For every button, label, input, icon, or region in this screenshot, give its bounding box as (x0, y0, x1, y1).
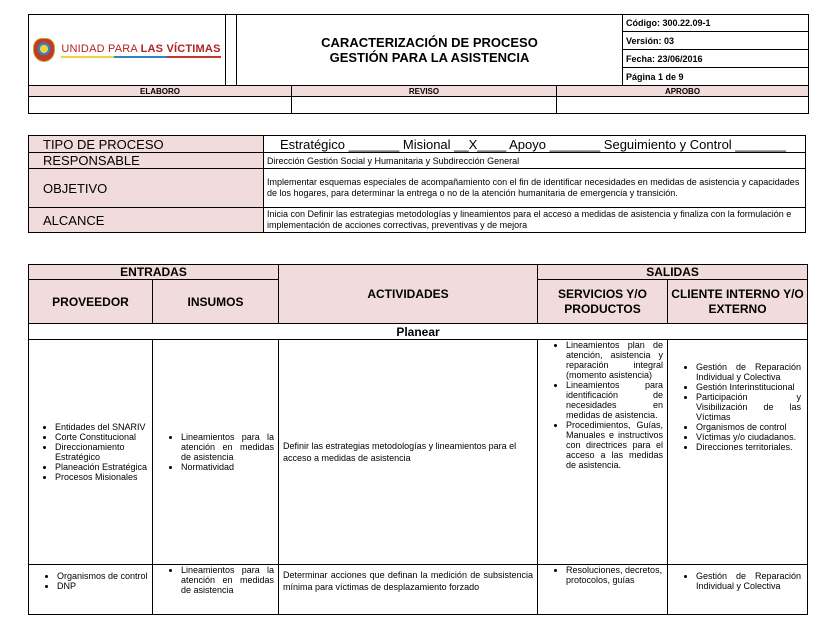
elaboro-value (29, 97, 292, 114)
alcance-label: ALCANCE (29, 208, 264, 233)
list-item: • Lineamientos para identificación de necesidades en medidas de asistencia. (566, 380, 663, 420)
list-item: • Lineamientos para la atención en medidas de asistencia (181, 432, 274, 462)
list-item: • Procedimientos, Guías, Manuales e instructivos con directrices para el acceso a las medidas de asistencia. (566, 420, 663, 470)
list-item: • Planeación Estratégica (55, 462, 148, 472)
phase-planear: Planear (29, 324, 808, 340)
responsable-label: RESPONSABLE (29, 153, 264, 169)
header-table (28, 14, 809, 86)
logo-underline (61, 56, 220, 58)
list-item: • Direcciones territoriales. (696, 442, 801, 452)
alcance-value: Inicia con Definir las estrategias metodologías y lineamientos para el acceso a medidas de asistencia y finaliza con la formulación e implementación de acciones correctivas, preventivas y de mejora (264, 208, 806, 233)
insumos-header: INSUMOS (153, 280, 279, 324)
list-item: • Participación y Visibilización de las Víctimas (696, 392, 801, 422)
logo-spacer (226, 15, 237, 86)
list-item: • Procesos Misionales (55, 472, 148, 482)
codigo: Código: 300.22.09-1 (623, 15, 809, 32)
pagina: Página 1 de 9 (623, 68, 809, 86)
list-item: • Gestión de Reparación Individual y Colectiva (696, 571, 801, 591)
insumos-cell (153, 565, 279, 615)
cliente-cell (668, 565, 808, 615)
process-info-table (28, 135, 806, 233)
responsable-value: Dirección Gestión Social y Humanitaria y Subdirección General (264, 153, 806, 169)
objetivo-value: Implementar esquemas especiales de acompañamiento con el fin de identificar necesidades en medidas de asistencia y capacidades de los hogares, para determinar la entrega o no de la atención humanitaria de emergencia y transición. (264, 169, 806, 208)
cliente-cell (668, 340, 808, 565)
logo-text: UNIDAD PARA LAS VÍCTIMAS (61, 42, 221, 55)
table-row (29, 340, 808, 565)
proveedor-cell (29, 565, 153, 615)
list-item: • Gestión de Reparación Individual y Colectiva (696, 362, 801, 382)
list-item: • Normatividad (181, 462, 274, 472)
proveedor-cell (29, 340, 153, 565)
servicios-cell (538, 565, 668, 615)
proveedor-header: PROVEEDOR (29, 280, 153, 324)
list-item: • Gestión Interinstitucional (696, 382, 801, 392)
list-item: • Lineamientos para la atención en medidas de asistencia (181, 565, 274, 595)
tipo-label: TIPO DE PROCESO (29, 136, 264, 153)
aprobo-value (557, 97, 809, 114)
elaboro-header: ELABORO (29, 86, 292, 97)
actividades-header: ACTIVIDADES (279, 265, 538, 324)
fecha: Fecha: 23/06/2016 (623, 50, 809, 68)
reviso-header: REVISO (292, 86, 557, 97)
salidas-header: SALIDAS (538, 265, 808, 280)
list-item: • Corte Constitucional (55, 432, 148, 442)
cliente-header: CLIENTE INTERNO Y/O EXTERNO (668, 280, 808, 324)
servicios-cell (538, 340, 668, 565)
entradas-header: ENTRADAS (29, 265, 279, 280)
version: Versión: 03 (623, 32, 809, 50)
list-item: • Víctimas y/o ciudadanos. (696, 432, 801, 442)
insumos-cell (153, 340, 279, 565)
list-item: • Resoluciones, decretos, protocolos, guías (566, 565, 663, 585)
actividad-cell: Definir las estrategias metodologías y lineamientos para el acceso a medidas de asistencia (279, 340, 538, 565)
list-item: • Direccionamiento Estratégico (55, 442, 148, 462)
document-title: CARACTERIZACIÓN DE PROCESO GESTIÓN PARA LA ASISTENCIA (237, 15, 623, 86)
process-table (28, 264, 808, 615)
list-item: • DNP (57, 581, 148, 591)
servicios-header: SERVICIOS Y/O PRODUCTOS (538, 280, 668, 324)
list-item: • Organismos de control (57, 571, 148, 581)
coat-of-arms-icon (33, 38, 55, 62)
actividad-cell: Determinar acciones que definan la medición de subsistencia mínima para víctimas de desplazamiento forzado (279, 565, 538, 615)
approval-table (28, 85, 809, 114)
reviso-value (292, 97, 557, 114)
tipo-value: Estratégico _______ Misional __X____ Apoyo _______ Seguimiento y Control _______ (264, 136, 806, 153)
table-row (29, 565, 808, 615)
list-item: • Entidades del SNARIV (55, 422, 148, 432)
list-item: • Organismos de control (696, 422, 801, 432)
objetivo-label: OBJETIVO (29, 169, 264, 208)
aprobo-header: APROBO (557, 86, 809, 97)
logo-cell (29, 15, 226, 86)
list-item: • Lineamientos plan de atención, asistencia y reparación integral (momento asistencia) (566, 340, 663, 380)
